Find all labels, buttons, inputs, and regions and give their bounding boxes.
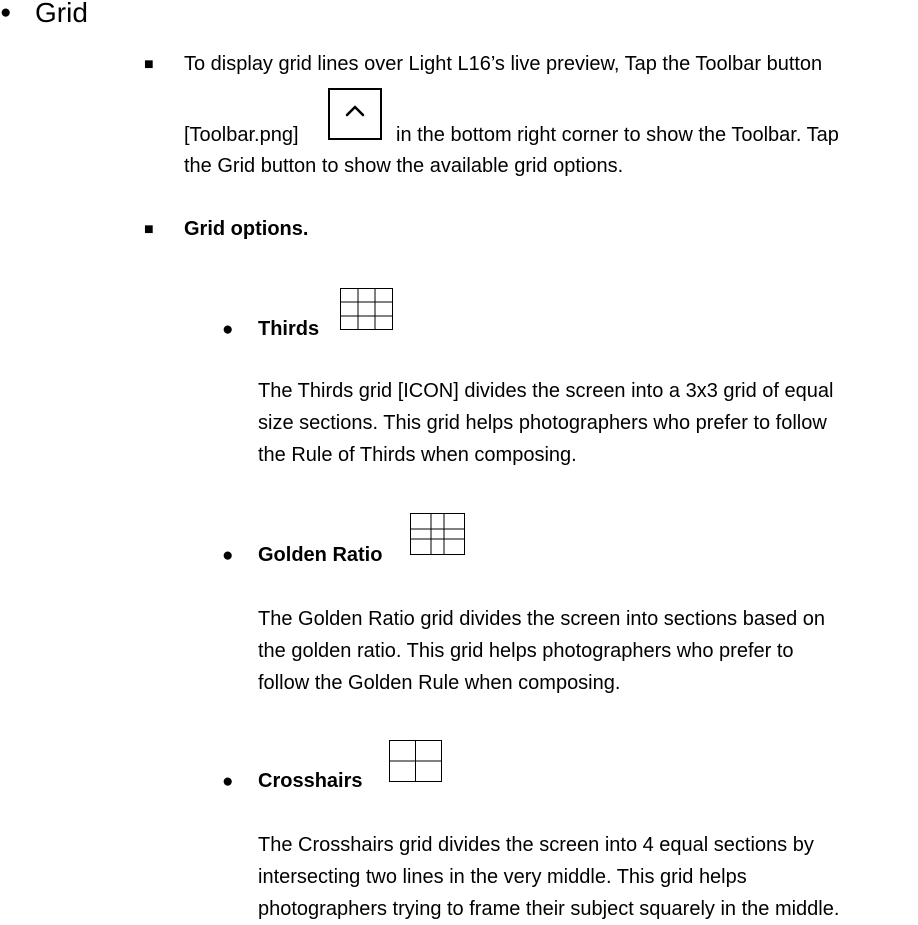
description-line: intersecting two lines in the very middle. This grid helps: [258, 866, 747, 888]
intro-line-1: To display grid lines over Light L16’s live preview, Tap the Toolbar button: [184, 53, 823, 75]
option-name-thirds: Thirds: [258, 318, 320, 340]
option-bullet: ●: [222, 319, 234, 340]
intro-line-2-suffix: in the bottom right corner to show the Toolbar. Tap: [396, 124, 839, 146]
description-line: The Thirds grid [ICON] divides the screen into a 3x3 grid of equal: [258, 380, 834, 402]
option-description-thirds: [258, 375, 918, 471]
option-description-crosshairs: [258, 829, 918, 925]
option-icon-thirds: [340, 288, 394, 331]
intro-marker: ■: [144, 56, 154, 73]
description-line: the golden ratio. This grid helps photographers who prefer to: [258, 640, 794, 662]
description-line: follow the Golden Rule when composing.: [258, 672, 621, 694]
description-line: the Rule of Thirds when composing.: [258, 444, 577, 466]
option-description-golden-ratio: [258, 603, 918, 699]
crosshairs-grid-icon: [389, 740, 443, 783]
description-line: size sections. This grid helps photographers who prefer to follow: [258, 412, 827, 434]
option-bullet: ●: [222, 545, 234, 566]
golden-ratio-grid-icon: [410, 513, 466, 556]
option-name-golden-ratio: Golden Ratio: [258, 544, 383, 566]
option-icon-crosshairs: [389, 740, 443, 783]
options-header: Grid options.: [184, 218, 309, 240]
description-line: The Crosshairs grid divides the screen into 4 equal sections by: [258, 834, 814, 856]
thirds-grid-icon: [340, 288, 394, 331]
description-line: The Golden Ratio grid divides the screen into sections based on: [258, 608, 826, 630]
intro-line-3: the Grid button to show the available grid options.: [184, 155, 624, 177]
toolbar-button-icon: [328, 88, 382, 140]
option-icon-golden-ratio: [410, 513, 466, 556]
section-bullet: ●: [0, 2, 12, 23]
option-name-crosshairs: Crosshairs: [258, 770, 363, 792]
section-title: Grid: [35, 0, 88, 28]
options-marker: ■: [144, 221, 154, 238]
intro-line-2-prefix: [Toolbar.png]: [184, 124, 299, 146]
chevron-up-icon: [328, 88, 382, 140]
option-bullet: ●: [222, 771, 234, 792]
description-line: photographers trying to frame their subject squarely in the middle.: [258, 898, 840, 920]
